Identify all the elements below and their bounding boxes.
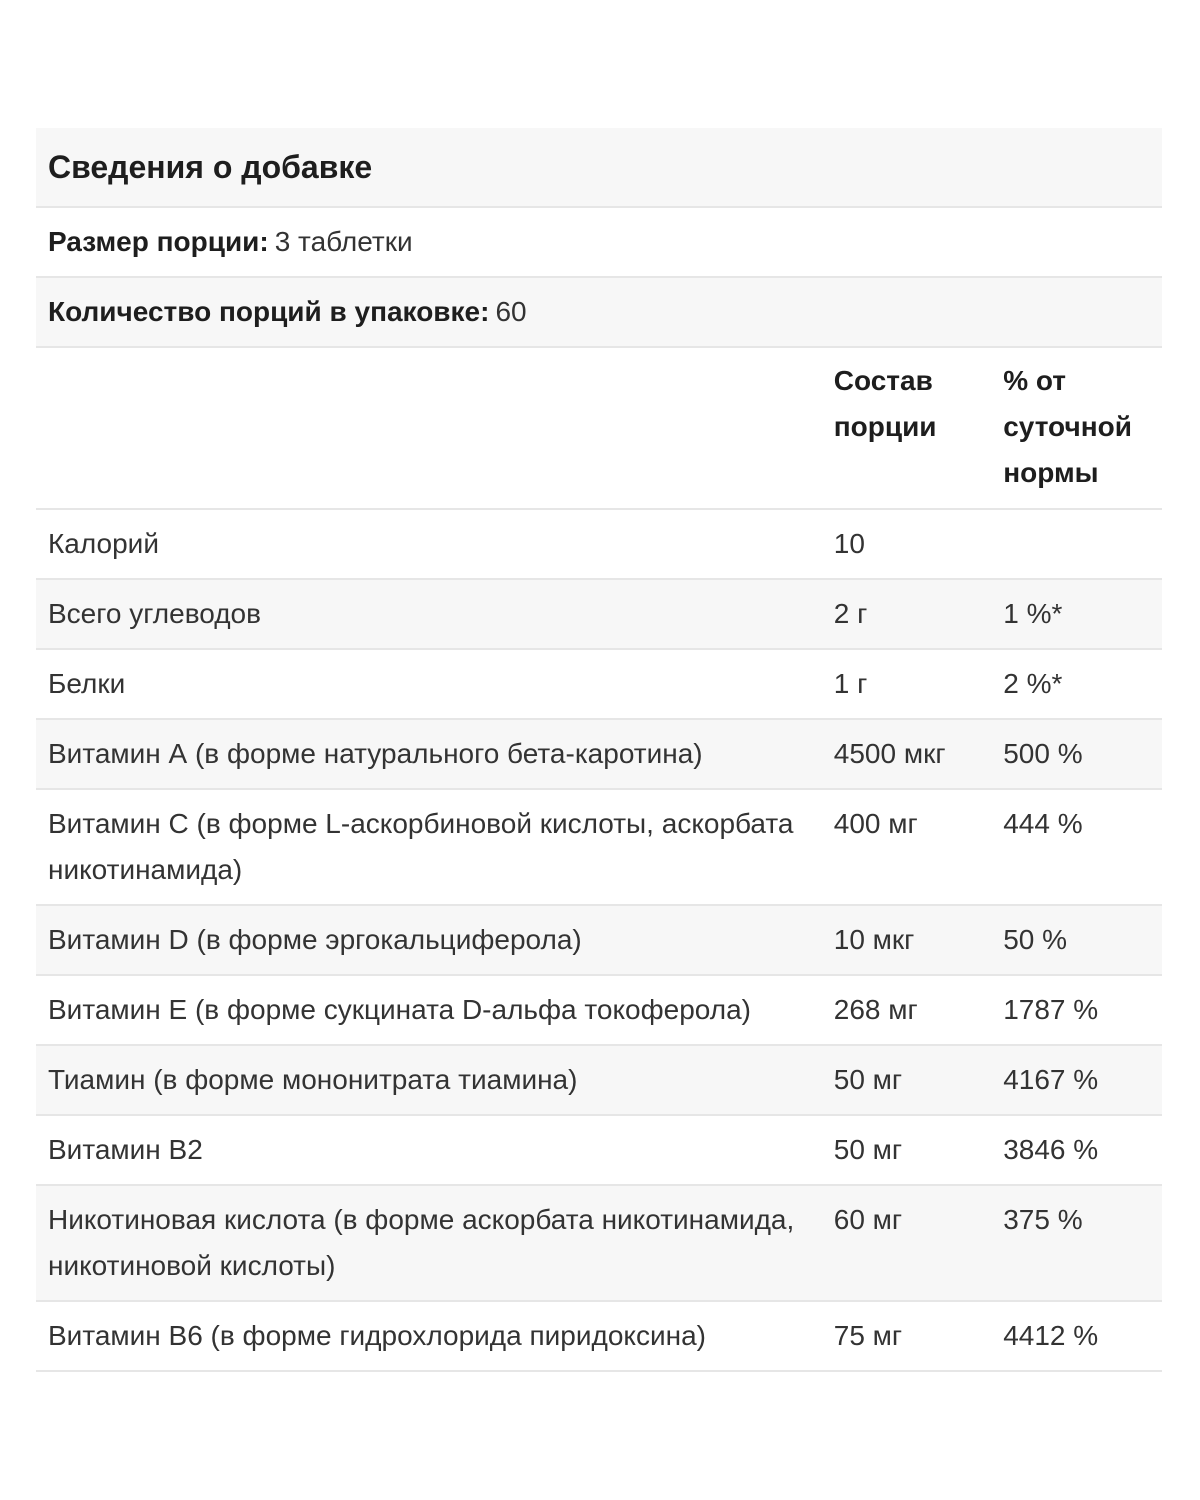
nutrient-amount: 400 мг <box>833 789 1002 905</box>
nutrients-table <box>36 348 1162 1372</box>
nutrient-daily-value <box>1002 509 1162 579</box>
table-row <box>36 579 1162 649</box>
nutrient-amount: 4500 мкг <box>833 719 1002 789</box>
nutrient-name: Тиамин (в форме мононитрата тиамина) <box>36 1045 833 1115</box>
nutrient-daily-value: 2 %* <box>1002 649 1162 719</box>
servings-per-container-label: Количество порций в упаковке: <box>48 296 490 327</box>
nutrient-amount: 10 мкг <box>833 905 1002 975</box>
serving-size-row <box>36 208 1162 278</box>
header-daily-value: % от суточной нормы <box>1002 348 1162 509</box>
nutrient-daily-value: 50 % <box>1002 905 1162 975</box>
table-row <box>36 509 1162 579</box>
nutrient-daily-value: 375 % <box>1002 1185 1162 1301</box>
nutrient-daily-value: 1 %* <box>1002 579 1162 649</box>
nutrient-name: Никотиновая кислота (в форме аскорбата никотинамида, никотиновой кислоты) <box>36 1185 833 1301</box>
panel-title: Сведения о добавке <box>48 148 373 185</box>
nutrient-name: Белки <box>36 649 833 719</box>
table-header-row <box>36 348 1162 509</box>
nutrient-name: Витамин E (в форме сукцината D-альфа токоферола) <box>36 975 833 1045</box>
servings-per-container-value: 60 <box>495 296 527 327</box>
header-amount: Состав порции <box>833 348 1002 509</box>
nutrient-amount: 60 мг <box>833 1185 1002 1301</box>
nutrient-daily-value: 1787 % <box>1002 975 1162 1045</box>
nutrient-amount: 268 мг <box>833 975 1002 1045</box>
nutrient-name: Витамин B6 (в форме гидрохлорида пиридоксина) <box>36 1301 833 1371</box>
table-row <box>36 975 1162 1045</box>
nutrient-name: Витамин C (в форме L-аскорбиновой кислоты, аскорбата никотинамида) <box>36 789 833 905</box>
table-row <box>36 1045 1162 1115</box>
table-row <box>36 1185 1162 1301</box>
serving-size-value: 3 таблетки <box>274 226 413 257</box>
panel-header <box>36 128 1162 208</box>
nutrient-daily-value: 444 % <box>1002 789 1162 905</box>
nutrient-name: Калорий <box>36 509 833 579</box>
nutrient-amount: 50 мг <box>833 1045 1002 1115</box>
table-row <box>36 1115 1162 1185</box>
nutrient-daily-value: 4167 % <box>1002 1045 1162 1115</box>
nutrient-name: Витамин D (в форме эргокальциферола) <box>36 905 833 975</box>
table-row <box>36 905 1162 975</box>
nutrient-amount: 1 г <box>833 649 1002 719</box>
nutrient-name: Всего углеводов <box>36 579 833 649</box>
table-row <box>36 649 1162 719</box>
nutrient-amount: 75 мг <box>833 1301 1002 1371</box>
servings-per-container-row <box>36 278 1162 348</box>
nutrient-daily-value: 4412 % <box>1002 1301 1162 1371</box>
nutrient-amount: 2 г <box>833 579 1002 649</box>
nutrient-amount: 10 <box>833 509 1002 579</box>
nutrient-name: Витамин B2 <box>36 1115 833 1185</box>
nutrient-name: Витамин А (в форме натурального бета-каротина) <box>36 719 833 789</box>
nutrient-amount: 50 мг <box>833 1115 1002 1185</box>
table-row <box>36 789 1162 905</box>
supplement-facts-panel <box>36 128 1162 1372</box>
table-row <box>36 719 1162 789</box>
nutrient-daily-value: 3846 % <box>1002 1115 1162 1185</box>
nutrient-daily-value: 500 % <box>1002 719 1162 789</box>
header-nutrient <box>36 348 833 509</box>
serving-size-label: Размер порции: <box>48 226 269 257</box>
table-row <box>36 1301 1162 1371</box>
